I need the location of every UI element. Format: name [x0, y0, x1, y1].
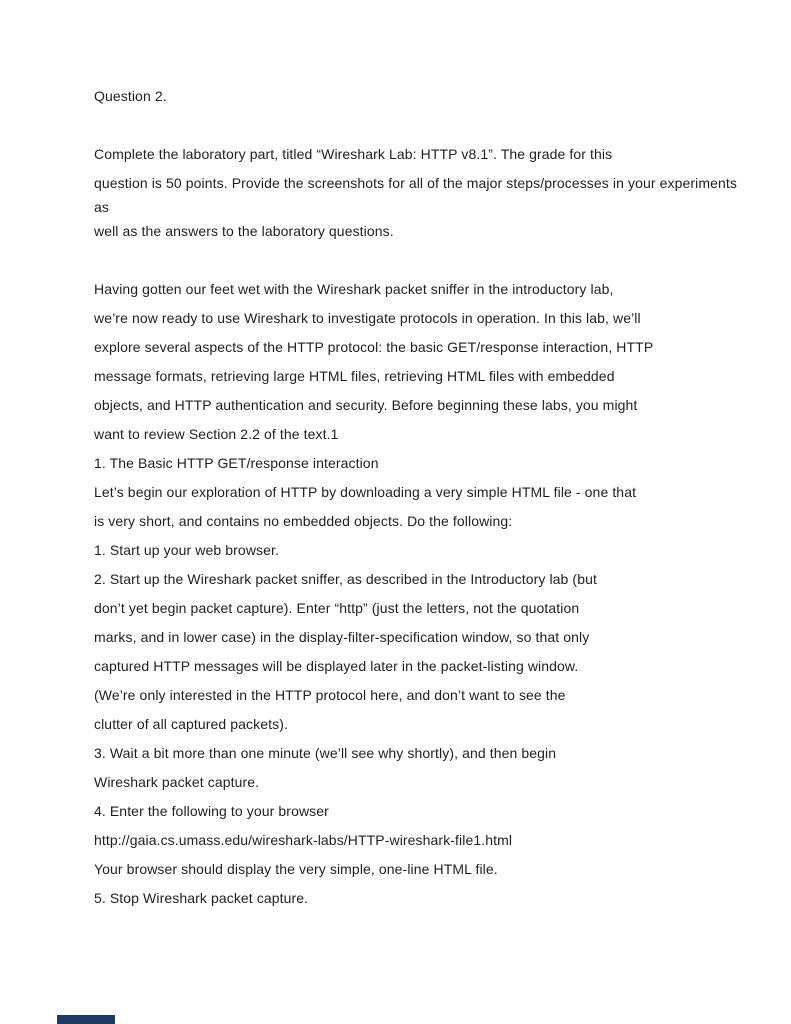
- text-line: 1. Start up your web browser.: [94, 542, 279, 558]
- text-line: don’t yet begin packet capture). Enter “http” (just the letters, not the quotation: [94, 600, 580, 616]
- text-line: explore several aspects of the HTTP protocol: the basic GET/response interaction, HTTP: [94, 339, 654, 355]
- text-line: we’re now ready to use Wireshark to investigate protocols in operation. In this lab, we’ll: [94, 310, 641, 326]
- text-line: question is 50 points. Provide the screenshots for all of the major steps/processes in your experiments: [94, 175, 737, 191]
- text-line: marks, and in lower case) in the display-filter-specification window, so that only: [94, 629, 590, 645]
- text-line: 4. Enter the following to your browser: [94, 803, 329, 819]
- text-line: 5. Stop Wireshark packet capture.: [94, 890, 309, 906]
- blank-line: [94, 246, 781, 275]
- text-line: as: [94, 199, 109, 215]
- text-line: http://gaia.cs.umass.edu/wireshark-labs/HTTP-wireshark-file1.html: [94, 832, 513, 848]
- text-line: well as the answers to the laboratory questions.: [94, 223, 394, 239]
- text-line: is very short, and contains no embedded objects. Do the following:: [94, 513, 513, 529]
- text-line: message formats, retrieving large HTML files, retrieving HTML files with embedded: [94, 368, 615, 384]
- blank-line: [94, 111, 781, 140]
- bottom-left-dark-bar: [57, 1015, 115, 1024]
- text-line: want to review Section 2.2 of the text.1: [94, 426, 339, 442]
- text-line: 3. Wait a bit more than one minute (we’ll see why shortly), and then begin: [94, 745, 557, 761]
- document-body: [94, 82, 781, 913]
- text-line: Wireshark packet capture.: [94, 774, 260, 790]
- text-line: clutter of all captured packets).: [94, 716, 288, 732]
- text-line: 1. The Basic HTTP GET/response interaction: [94, 455, 379, 471]
- text-line: Question 2.: [94, 88, 167, 104]
- text-line: Your browser should display the very simple, one-line HTML file.: [94, 861, 498, 877]
- text-line: captured HTTP messages will be displayed later in the packet-listing window.: [94, 658, 579, 674]
- text-line: Let’s begin our exploration of HTTP by downloading a very simple HTML file - one that: [94, 484, 637, 500]
- text-line: objects, and HTTP authentication and security. Before beginning these labs, you might: [94, 397, 638, 413]
- text-line: Complete the laboratory part, titled “Wireshark Lab: HTTP v8.1”. The grade for this: [94, 146, 613, 162]
- text-line: (We’re only interested in the HTTP protocol here, and don’t want to see the: [94, 687, 566, 703]
- text-line: Having gotten our feet wet with the Wireshark packet sniffer in the introductory lab,: [94, 281, 614, 297]
- text-line: 2. Start up the Wireshark packet sniffer, as described in the Introductory lab (but: [94, 571, 597, 587]
